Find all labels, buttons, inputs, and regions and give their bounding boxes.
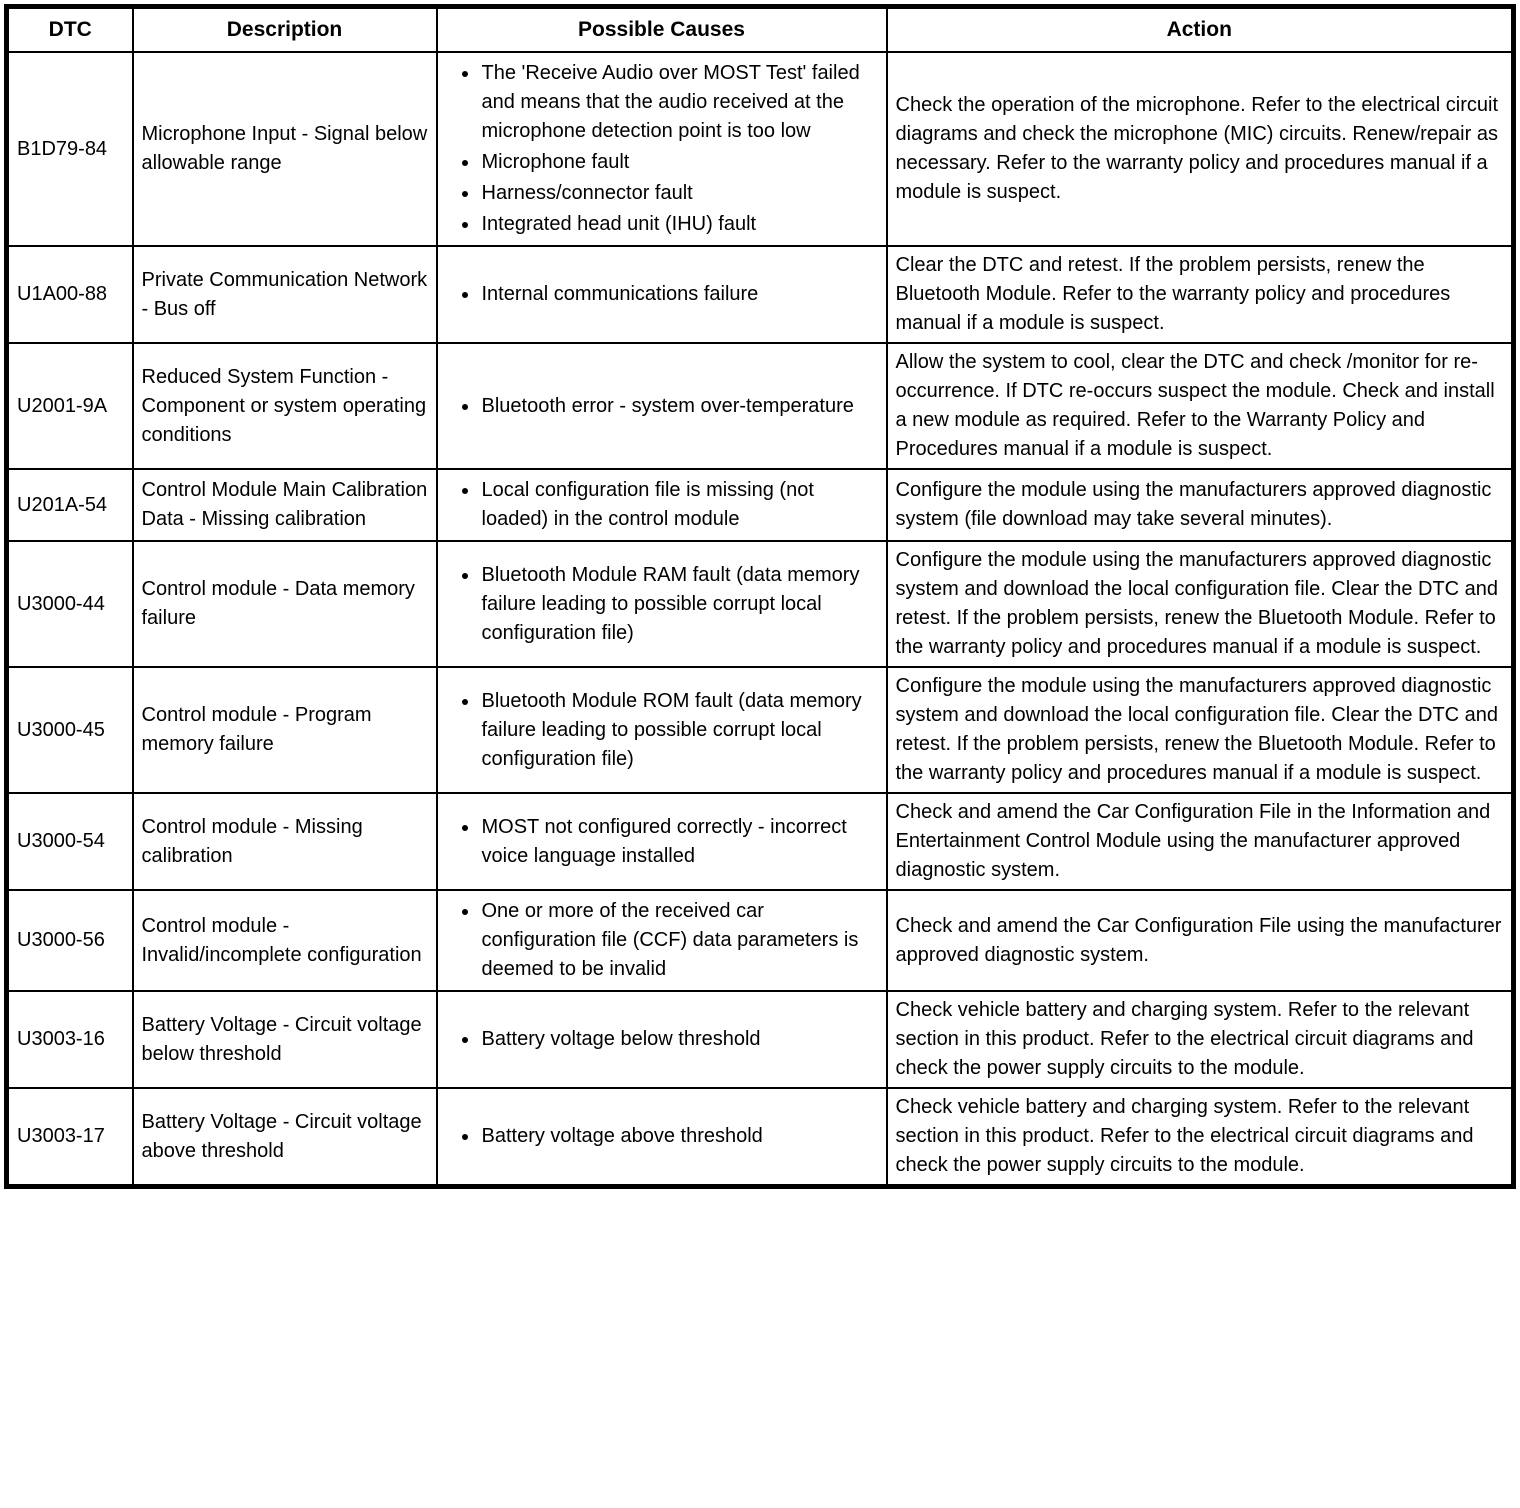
possible-cause-item: • Bluetooth Module RAM fault (data memory failure leading to possible corrupt local configuration file) (480, 561, 878, 648)
possible-causes-cell (437, 52, 887, 246)
table-row (7, 343, 1514, 469)
table-row (7, 52, 1514, 246)
possible-causes-cell (437, 667, 887, 793)
table-row (7, 793, 1514, 890)
dtc-description: Control module - Invalid/incomplete configuration (133, 890, 437, 991)
table-row (7, 246, 1514, 343)
possible-cause-item: • Battery voltage above threshold (480, 1122, 878, 1151)
action-cell: Check and amend the Car Configuration File in the Information and Entertainment Control Module using the manufacturer approved diagnostic system. (887, 793, 1514, 890)
table-header (7, 7, 1514, 53)
possible-cause-item: • Bluetooth error - system over-temperature (480, 392, 878, 421)
dtc-code: U2001-9A (7, 343, 133, 469)
header-possible-causes: Possible Causes (437, 7, 887, 53)
action-cell: Check and amend the Car Configuration File using the manufacturer approved diagnostic system. (887, 890, 1514, 991)
dtc-description: Private Communication Network - Bus off (133, 246, 437, 343)
possible-causes-cell (437, 793, 887, 890)
table-body (7, 52, 1514, 1187)
possible-causes-list (446, 280, 878, 309)
table-row (7, 469, 1514, 541)
possible-causes-cell (437, 991, 887, 1088)
dtc-table (4, 4, 1516, 1189)
possible-cause-item: • Bluetooth Module ROM fault (data memory failure leading to possible corrupt local configuration file) (480, 687, 878, 774)
possible-cause-item: • Battery voltage below threshold (480, 1025, 878, 1054)
action-cell: Check vehicle battery and charging system. Refer to the relevant section in this product. Refer to the electrical circuit diagrams and check the power supply circuits to the module. (887, 991, 1514, 1088)
action-cell: Clear the DTC and retest. If the problem persists, renew the Bluetooth Module. Refer to the warranty policy and procedures manual if a module is suspect. (887, 246, 1514, 343)
dtc-code: U3000-45 (7, 667, 133, 793)
possible-causes-cell (437, 1088, 887, 1187)
dtc-code: U3003-16 (7, 991, 133, 1088)
possible-causes-list (446, 1025, 878, 1054)
possible-causes-list (446, 897, 878, 984)
dtc-description: Battery Voltage - Circuit voltage above threshold (133, 1088, 437, 1187)
dtc-description: Microphone Input - Signal below allowable range (133, 52, 437, 246)
table-row (7, 667, 1514, 793)
possible-causes-cell (437, 541, 887, 667)
dtc-description: Control module - Missing calibration (133, 793, 437, 890)
possible-cause-item: • Microphone fault (480, 148, 878, 177)
action-cell: Check vehicle battery and charging system. Refer to the relevant section in this product. Refer to the electrical circuit diagrams and check the power supply circuits to the module. (887, 1088, 1514, 1187)
header-row (7, 7, 1514, 53)
table-row (7, 890, 1514, 991)
dtc-description: Reduced System Function - Component or system operating conditions (133, 343, 437, 469)
possible-causes-list (446, 1122, 878, 1151)
possible-cause-item: • Internal communications failure (480, 280, 878, 309)
table-row (7, 1088, 1514, 1187)
possible-cause-item: • Local configuration file is missing (not loaded) in the control module (480, 476, 878, 534)
possible-cause-item: • One or more of the received car configuration file (CCF) data parameters is deemed to be invalid (480, 897, 878, 984)
possible-cause-item: • Harness/connector fault (480, 179, 878, 208)
possible-causes-cell (437, 890, 887, 991)
possible-causes-list (446, 392, 878, 421)
header-action: Action (887, 7, 1514, 53)
dtc-code: U3000-54 (7, 793, 133, 890)
dtc-code: U3000-44 (7, 541, 133, 667)
action-cell: Configure the module using the manufacturers approved diagnostic system (file download may take several minutes). (887, 469, 1514, 541)
table-row (7, 991, 1514, 1088)
dtc-code: B1D79-84 (7, 52, 133, 246)
dtc-code: U1A00-88 (7, 246, 133, 343)
possible-causes-list (446, 813, 878, 871)
possible-causes-list (446, 561, 878, 648)
possible-causes-list (446, 476, 878, 534)
dtc-description: Control Module Main Calibration Data - Missing calibration (133, 469, 437, 541)
possible-cause-item: • Integrated head unit (IHU) fault (480, 210, 878, 239)
dtc-code: U3003-17 (7, 1088, 133, 1187)
possible-causes-cell (437, 246, 887, 343)
dtc-description: Control module - Data memory failure (133, 541, 437, 667)
dtc-code: U3000-56 (7, 890, 133, 991)
dtc-description: Battery Voltage - Circuit voltage below threshold (133, 991, 437, 1088)
header-description: Description (133, 7, 437, 53)
possible-cause-item: • MOST not configured correctly - incorrect voice language installed (480, 813, 878, 871)
possible-causes-list (446, 687, 878, 774)
possible-causes-list (446, 59, 878, 239)
header-dtc: DTC (7, 7, 133, 53)
action-cell: Configure the module using the manufacturers approved diagnostic system and download the local configuration file. Clear the DTC and retest. If the problem persists, renew the Bluetooth Module. Refer to the warranty policy and procedures manual if a module is suspect. (887, 667, 1514, 793)
possible-cause-item: • The 'Receive Audio over MOST Test' failed and means that the audio received at the microphone detection point is too low (480, 59, 878, 146)
action-cell: Allow the system to cool, clear the DTC and check /monitor for re-occurrence. If DTC re-occurs suspect the module. Check and install a new module as required. Refer to the Warranty Policy and Procedures manual if a module is suspect. (887, 343, 1514, 469)
dtc-description: Control module - Program memory failure (133, 667, 437, 793)
possible-causes-cell (437, 343, 887, 469)
action-cell: Check the operation of the microphone. Refer to the electrical circuit diagrams and check the microphone (MIC) circuits. Renew/repair as necessary. Refer to the warranty policy and procedures manual if a module is suspect. (887, 52, 1514, 246)
action-cell: Configure the module using the manufacturers approved diagnostic system and download the local configuration file. Clear the DTC and retest. If the problem persists, renew the Bluetooth Module. Refer to the warranty policy and procedures manual if a module is suspect. (887, 541, 1514, 667)
possible-causes-cell (437, 469, 887, 541)
dtc-code: U201A-54 (7, 469, 133, 541)
table-row (7, 541, 1514, 667)
